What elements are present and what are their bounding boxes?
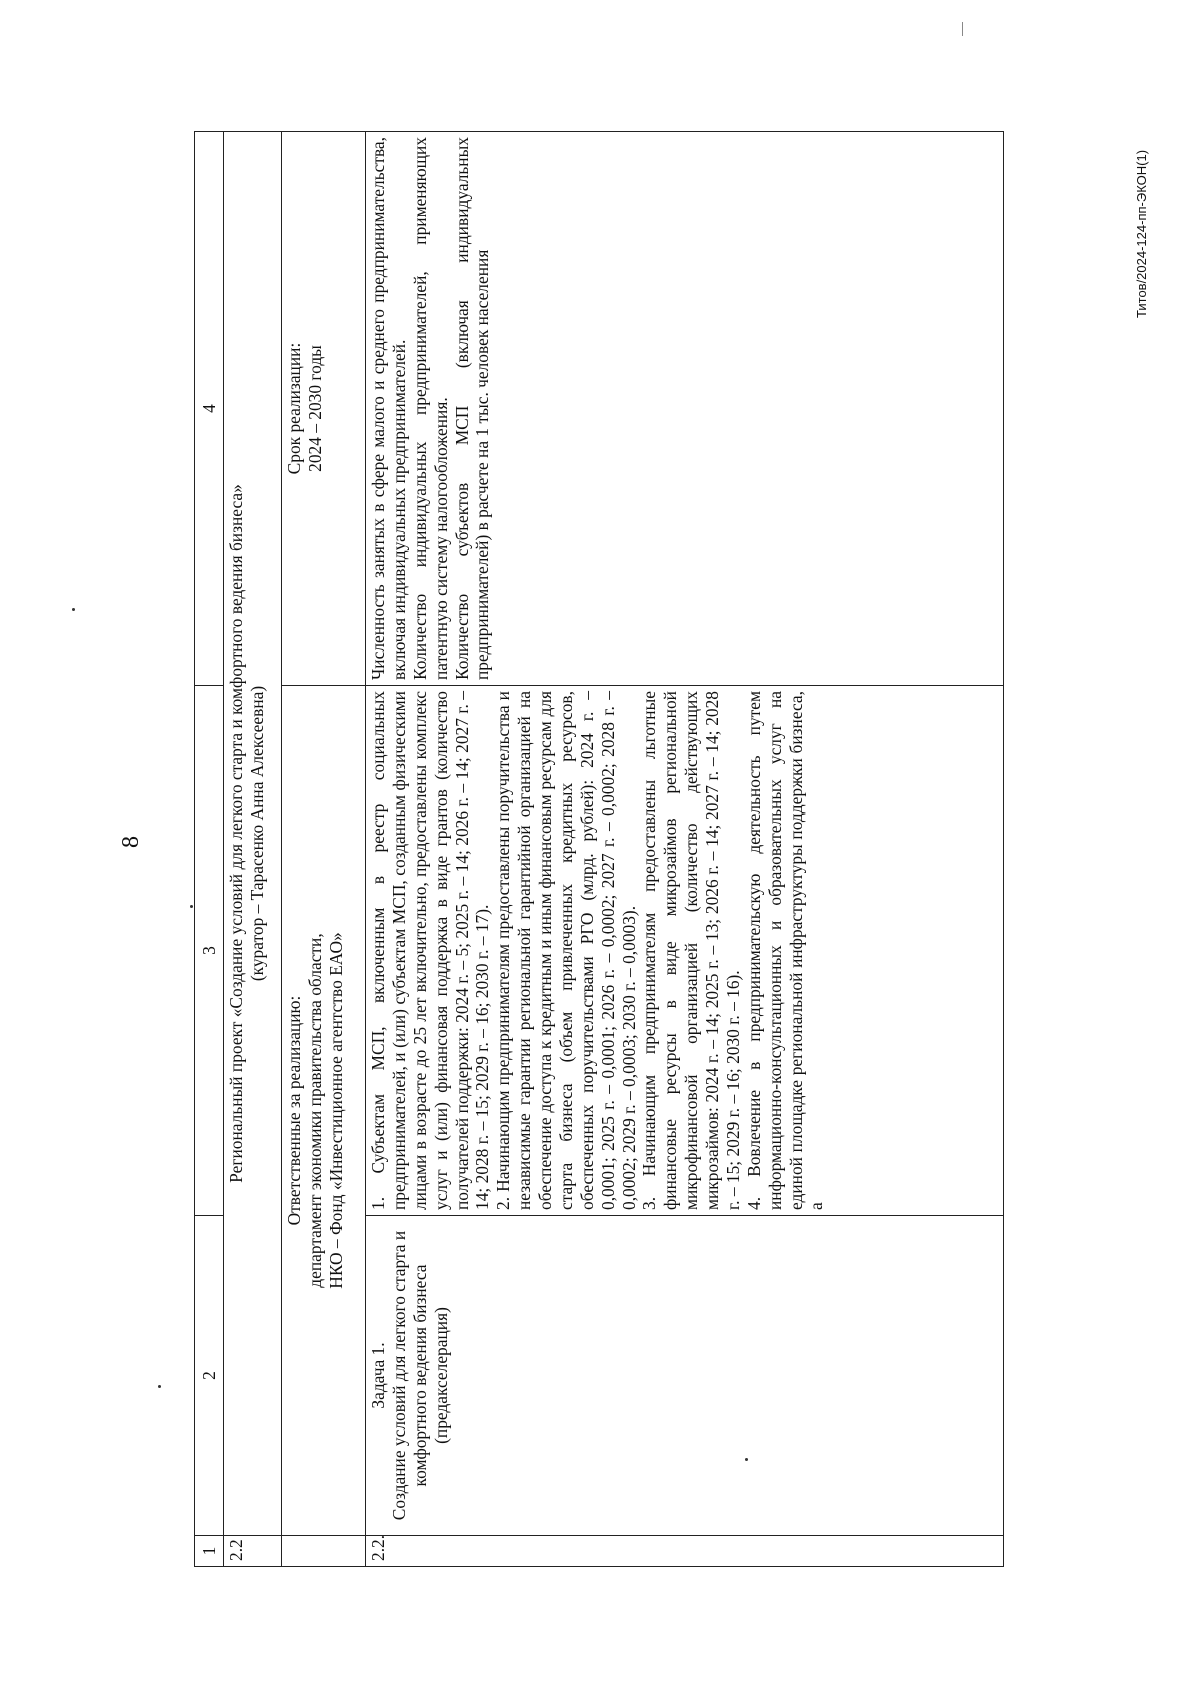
responsible-line: департамент экономики правительства области, — [304, 933, 325, 1288]
responsible-cell — [282, 686, 366, 1536]
empty-cell — [282, 1536, 366, 1567]
page-number: 8 — [118, 836, 144, 848]
project-title: Региональный проект «Создание условий для легкого старта и комфортного ведения бизнеса» — [226, 484, 246, 1183]
task-text: Создание условий для легкого старта и комфортного ведения бизнеса (предакселерация) — [388, 1230, 451, 1521]
responsible-row — [282, 132, 366, 1567]
scan-speck — [72, 608, 75, 611]
project-title-cell — [224, 132, 282, 1536]
responsible-line: НКО – Фонд «Инвестиционное агентство ЕАО» — [325, 932, 346, 1289]
column-number: 1 — [195, 1536, 224, 1567]
indicator-item: Количество субъектов МСП (включая индивидуальных предпринимателей) в расчете на 1 тыс. человек населения — [451, 137, 493, 680]
term-value: 2024 – 2030 годы — [304, 345, 325, 472]
scan-mark — [962, 22, 963, 36]
document-code-footer: Титов/2024-124-пп-ЭКОН(1) — [1134, 149, 1149, 318]
column-number: 3 — [195, 686, 224, 1216]
task-cell — [366, 1216, 1004, 1536]
row-number: 2.2.1 — [366, 1536, 1004, 1567]
result-item: 2. Начинающим предпринимателям предоставлены поручительства и независимые гарантии региональной гарантийной организацией на обеспечение доступа к кредитным и иным финансовым ресурсам для старта бизнеса (объем привлеченных кредитных ресурсов, обеспеченных поручительствами РГО (млрд. рублей): 2024 г. – 0,0001; 2025 г. – 0,0001; 2026 г. – 0,0002; 2027 г. – 0,0002; 2028 г. – 0,0002; 2029 г. – 0,0003; 2030 г. – 0,0003). — [493, 691, 639, 1210]
scan-speck — [158, 1385, 161, 1388]
result-item: 1. Субъектам МСП, включенным в реестр социальных предпринимателей, и (или) субъектам МСП, созданным физическими лицами в возрасте до 25 лет включительно, предоставлены комплекс услуг и (или) финансовая поддержка в виде грантов (количество получателей поддержки: 2024 г. – 5; 2025 г. – 14; 2026 г. – 14; 2027 г. – 14; 2028 г. – 15; 2029 г. – 16; 2030 г. – 17). — [368, 691, 493, 1210]
indicators-cell — [366, 132, 1004, 686]
indicator-item: Количество индивидуальных предпринимателей, применяющих патентную систему налогообложения. — [409, 137, 451, 680]
project-row — [224, 132, 282, 1567]
task-row — [366, 132, 1004, 1567]
results-cell — [366, 686, 1004, 1216]
task-title: Задача 1. — [368, 1342, 388, 1409]
result-item: 3. Начинающим предпринимателям предоставлены льготные финансовые ресурсы в виде микрозаймов региональной микрофинансовой организацией (количество действующих микрозаймов: 2024 г. – 14; 2025 г. – 13; 2026 г. – 14; 2027 г. – 14; 2028 г. – 15; 2029 г. – 16; 2030 г. – 16). — [639, 691, 743, 1210]
scan-speck — [190, 905, 193, 908]
indicator-item: Численность занятых в сфере малого и среднего предпринимательства, включая индивидуальных предпринимателей. — [368, 137, 409, 680]
project-curator: (куратор – Тарасенко Анна Алексеевна) — [246, 685, 267, 982]
responsible-heading: Ответственные за реализацию: — [284, 995, 304, 1226]
column-number: 2 — [195, 1216, 224, 1536]
column-number-row — [195, 132, 224, 1567]
project-table-rotated — [194, 131, 1004, 1567]
term-heading: Срок реализации: — [284, 342, 304, 475]
term-cell — [282, 132, 366, 686]
result-item: 4. Вовлечение в предпринимательскую деятельность путем информационно-консультационных и образовательных услуг на единой площадке региональной инфраструктуры поддержки бизнеса, а — [743, 691, 827, 1210]
column-number: 4 — [195, 132, 224, 686]
project-table — [194, 131, 1004, 1567]
row-number: 2.2 — [224, 1536, 282, 1567]
